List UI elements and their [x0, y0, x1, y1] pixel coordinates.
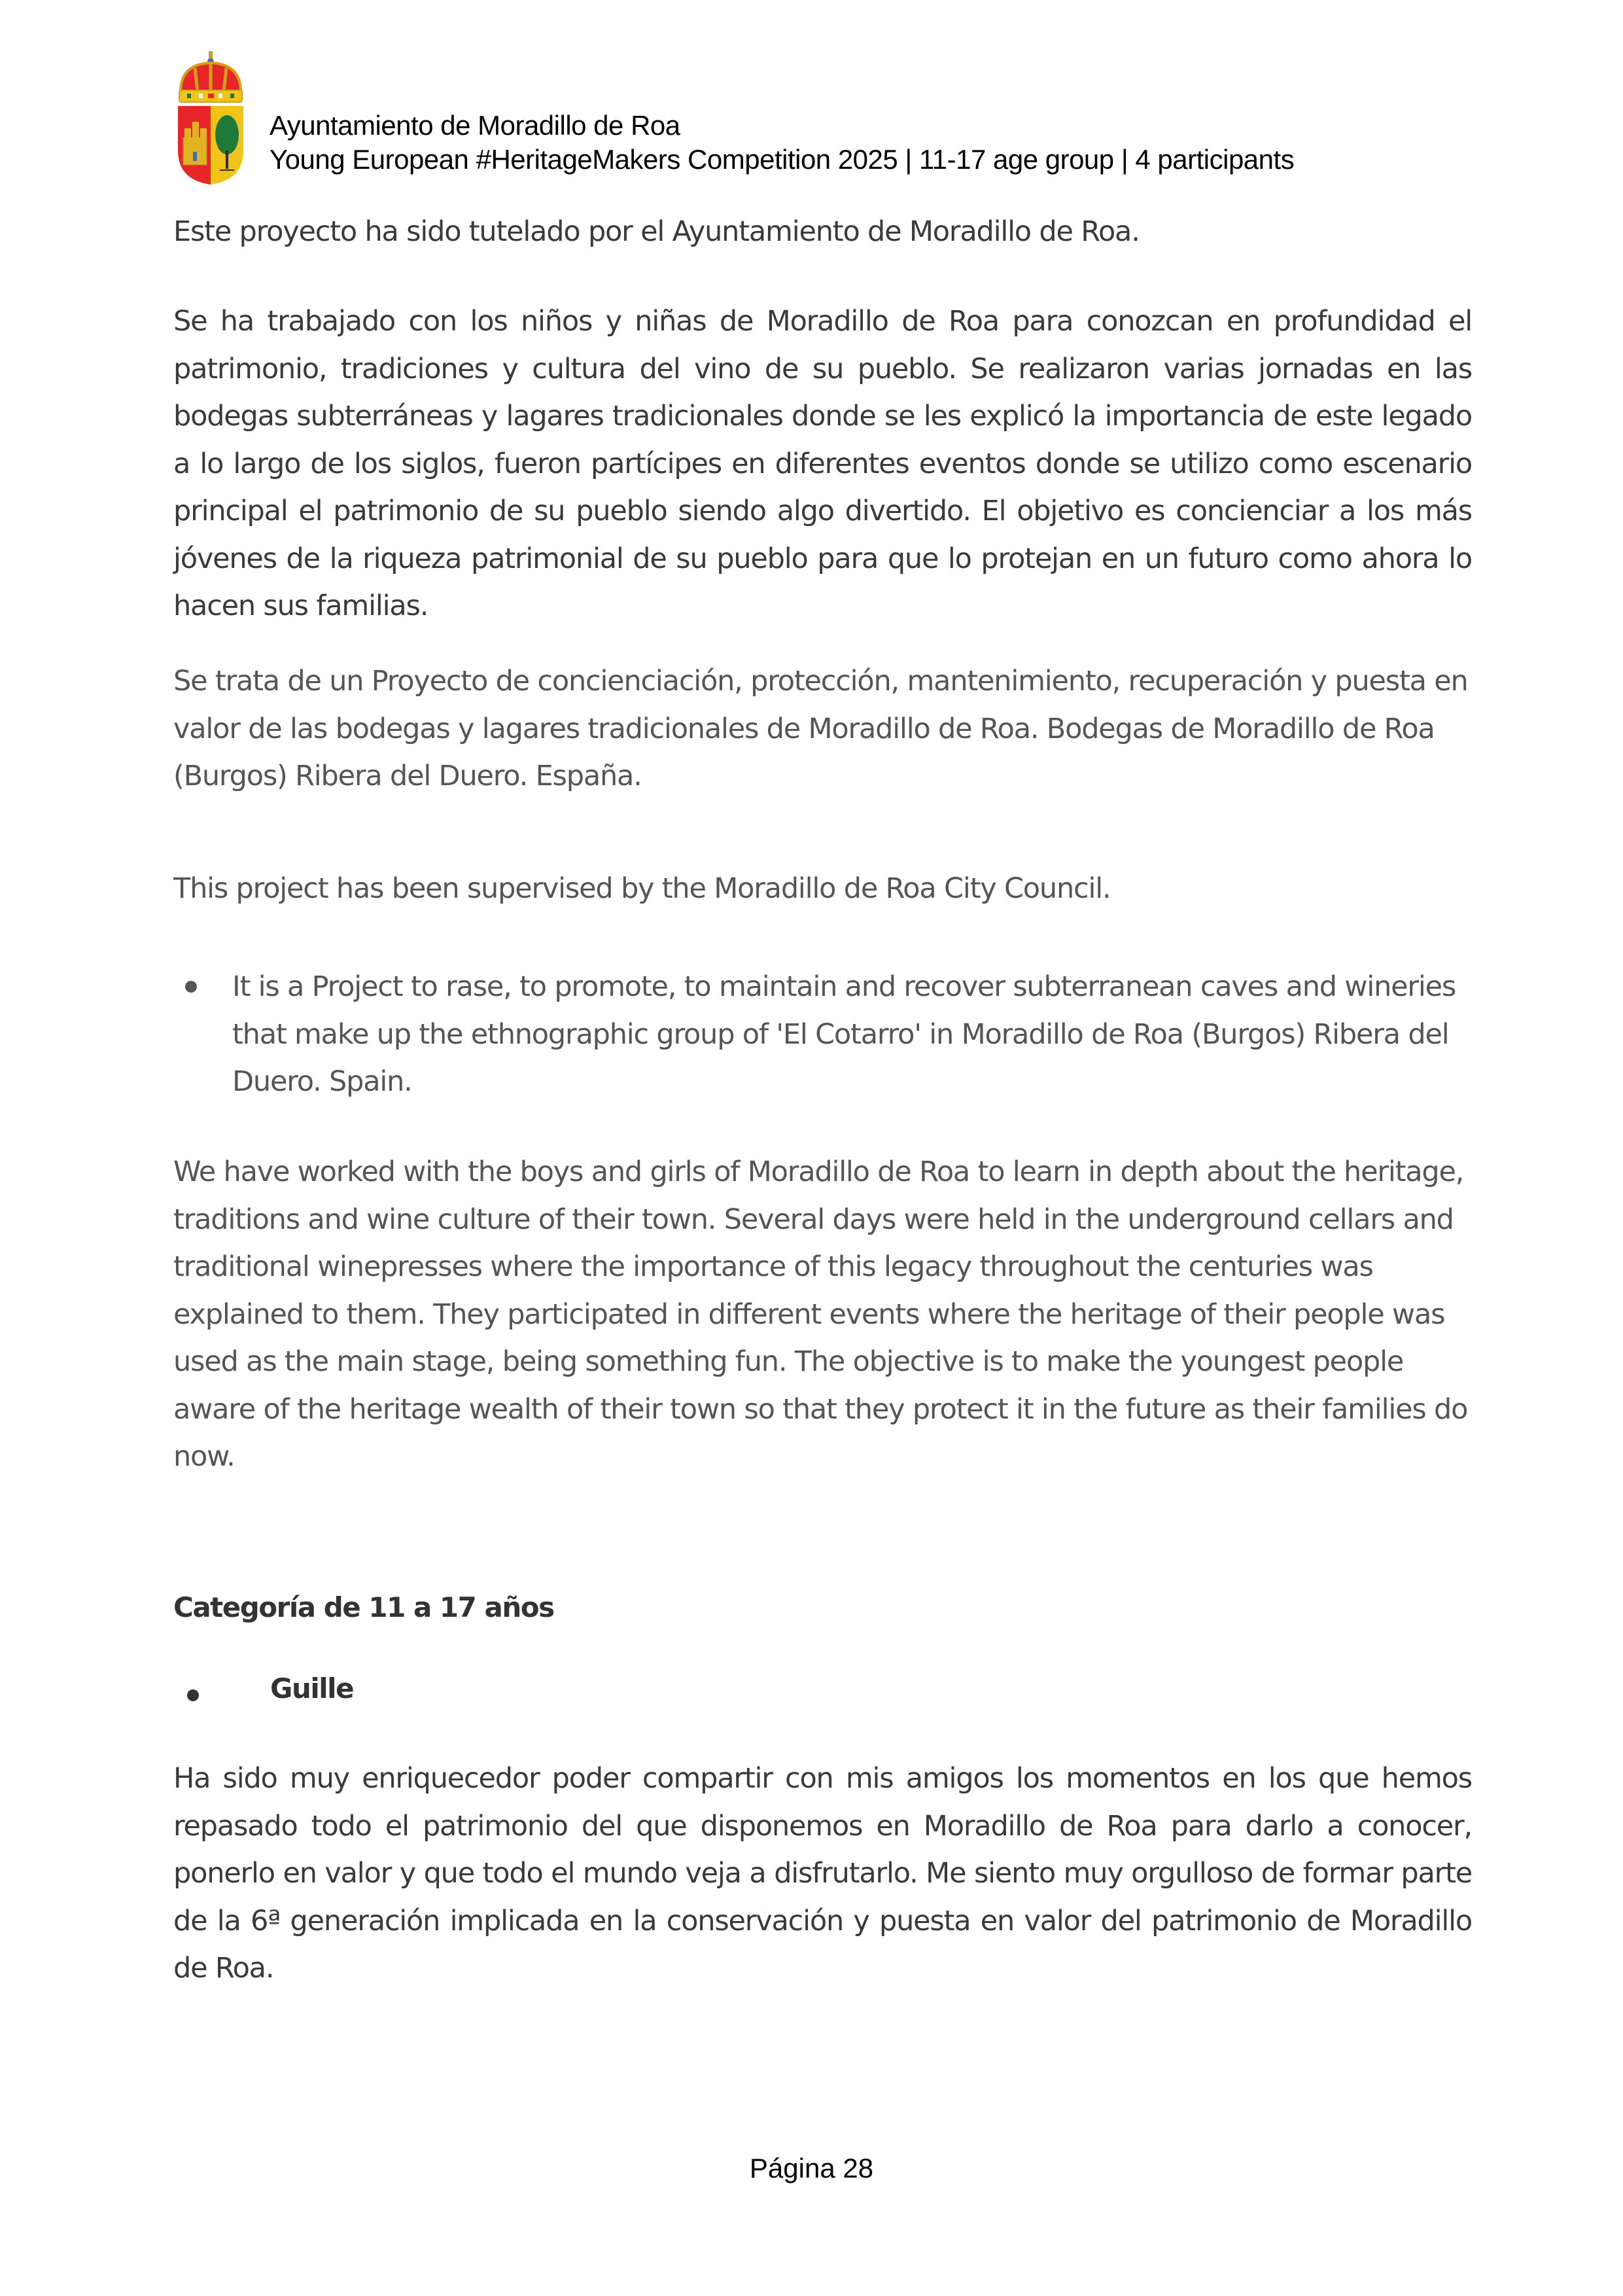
coat-of-arms-icon	[171, 46, 250, 186]
supervision-en-paragraph: This project has been supervised by the Moradillo de Roa City Council.	[173, 872, 1111, 905]
work-es-paragraph: Se ha trabajado con los niños y niñas de Moradillo de Roa para conozcan en profundidad el patrimonio, tradiciones y cultura del vino de su pueblo. Se realizaron varias jornadas en las bodegas subterráneas y lagares tradicionales donde se les explicó la importancia de este legado a lo largo de los siglos, fueron partícipes en diferentes eventos donde se utilizo como escenario principal el patrimonio de su pueblo siendo algo divertido. El objetivo es concienciar a los más jóvenes de la riqueza patrimonial de su pueblo para que lo protejan en un futuro como ahora lo hacen sus familias.	[173, 305, 1472, 622]
project-es-paragraph: Se trata de un Proyecto de concienciación, protección, mantenimiento, recuperación y puesta en valor de las bodegas y lagares tradicionales de Moradillo de Roa. Bodegas de Moradillo de Roa (Burgos) Ribera del Duero. España.	[173, 665, 1468, 792]
participant-name: Guille	[270, 1672, 354, 1704]
organization-name: Ayuntamiento de Moradillo de Roa	[270, 110, 680, 141]
competition-subtitle: Young European #HeritageMakers Competition 2025 | 11-17 age group | 4 participants	[270, 144, 1295, 175]
work-en-paragraph: We have worked with the boys and girls of Moradillo de Roa to learn in depth about the heritage, traditions and wine culture of their town. Several days were held in the underground cellars and traditional winepresses where the importance of this legacy throughout the centuries was explained to them. They participated in different events where the heritage of their people was used as the main stage, being something fun. The objective is to make the youngest people aware of the heritage wealth of their town so that they protect it in the future as their families do now.	[173, 1156, 1468, 1473]
page-number: Página 28	[749, 2153, 874, 2183]
bullet-icon	[185, 981, 197, 993]
project-en-text: It is a Project to rase, to promote, to maintain and recover subterranean caves and wineries that make up the ethnographic group of 'El Cotarro' in Moradillo de Roa (Burgos) Ribera del Duero. Spain.	[232, 970, 1456, 1098]
supervision-es-paragraph: Este proyecto ha sido tutelado por el Ayuntamiento de Moradillo de Roa.	[173, 215, 1140, 248]
category-heading: Categoría de 11 a 17 años	[173, 1591, 554, 1623]
participant-testimony: Ha sido muy enriquecedor poder compartir con mis amigos los momentos en los que hemos repasado todo el patrimonio del que disponemos en Moradillo de Roa para darlo a conocer, ponerlo en valor y que todo el mundo veja a disfrutarlo. Me siento muy orgulloso de formar parte de la 6ª generación implicada en la conservación y puesta en valor del patrimonio de Moradillo de Roa.	[173, 1762, 1472, 1985]
page-header	[171, 46, 1480, 190]
bullet-icon	[187, 1689, 199, 1701]
